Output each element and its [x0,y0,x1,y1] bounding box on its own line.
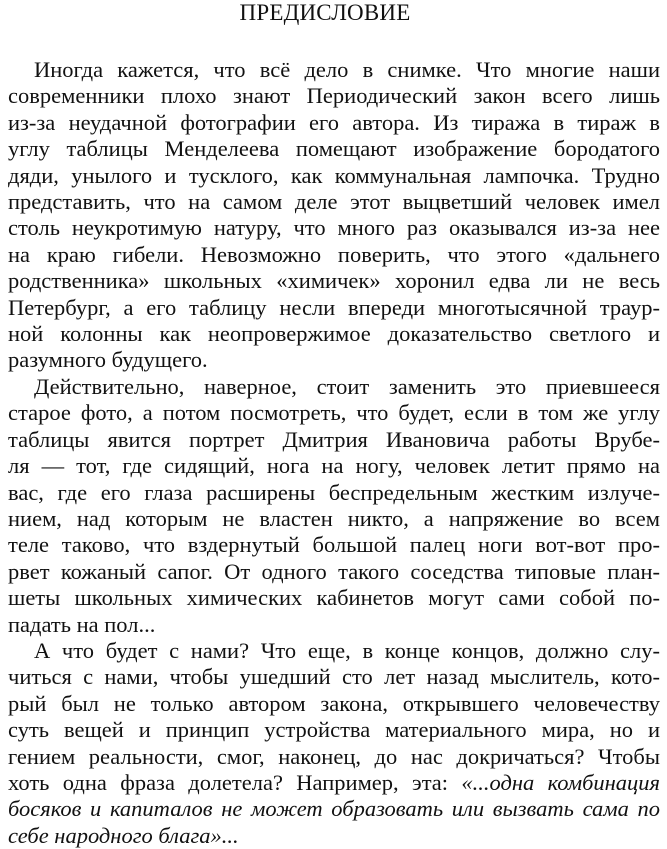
text-line: на краю гибели. Невозможно поверить, что этого «дальнего [8,241,660,267]
text-line: падать на пол... [8,611,156,637]
text-line: старое фото, а потом посмотреть, что будет, если в том же углу [8,400,660,426]
text-line: Иногда кажется, что всё дело в снимке. Что многие наши [34,57,660,82]
text-line: разумного будущего. [8,347,208,373]
text-line: таблицы явится портрет Дмитрия Ивановича работы Врубе- [8,426,660,452]
text-line: вас, где его глаза расширены беспредельным жестким излуче- [8,479,660,505]
text-line: из-за неудачной фотографии его автора. Из тиража в тираж в [8,109,660,135]
text-line: современники плохо знают Периодический закон всего лишь [8,83,660,109]
text-line: углу таблицы Менделеева помещают изображение бородатого [8,136,660,162]
text-line: гением реальности, смог, наконец, до нас докричаться? Чтобы [8,743,660,769]
text-line: рый был не только автором закона, открывшего человечеству [8,690,660,716]
text-line: представить, что на самом деле этот выцветший человек имел [8,189,660,215]
plain-text: хоть одна фраза долетела? Например, эта: [8,769,462,795]
text-line: шеты школьных химических кабинетов могут сами собой по- [8,585,660,611]
text-line: Действительно, наверное, стоит заменить это приевшееся [34,373,660,399]
text-line: Петербург, а его таблицу несли впереди многотысячной траур- [8,294,660,320]
text-line: суть вещей и принцип устройства материального мира, но и [8,717,660,743]
text-line: рвет кожаный сапог. От одного такого соседства типовые план- [8,558,660,584]
text-line: ной колонны как неопровержимое доказательство светлого и [8,321,660,347]
text-line: читься с нами, чтобы ушедший сто лет назад мыслитель, кото- [8,664,660,690]
text-line: А что будет с нами? Что еще, в конце концов, должно слу- [34,637,660,663]
mixed-text-line [8,770,660,796]
italic-quote-line: босяков и капиталов не может образовать или вызвать сама по [8,796,660,822]
document-body [8,57,660,849]
page-title: ПРЕДИСЛОВИЕ [239,0,411,25]
text-line: ля — тот, где сидящий, нога на ногу, человек летит прямо на [8,453,660,479]
text-line: нием, над которым не властен никто, а напряжение во всем [8,505,660,531]
italic-quote-line: себе народного блага»... [8,822,239,848]
paragraph-1 [8,57,660,374]
text-line: теле таково, что вздернутый большой палец ноги вот-вот про- [8,532,660,558]
text-line: дяди, унылого и тусклого, как коммунальная лампочка. Трудно [8,162,660,188]
italic-quote-start: «...одна комбинация [461,769,660,795]
paragraph-3 [8,638,660,849]
paragraph-2 [8,374,660,638]
text-line: родственника» школьных «химичек» хоронил едва ли не весь [8,268,660,294]
text-line: столь неукротимую натуру, что много раз оказывался из-за нее [8,215,660,241]
